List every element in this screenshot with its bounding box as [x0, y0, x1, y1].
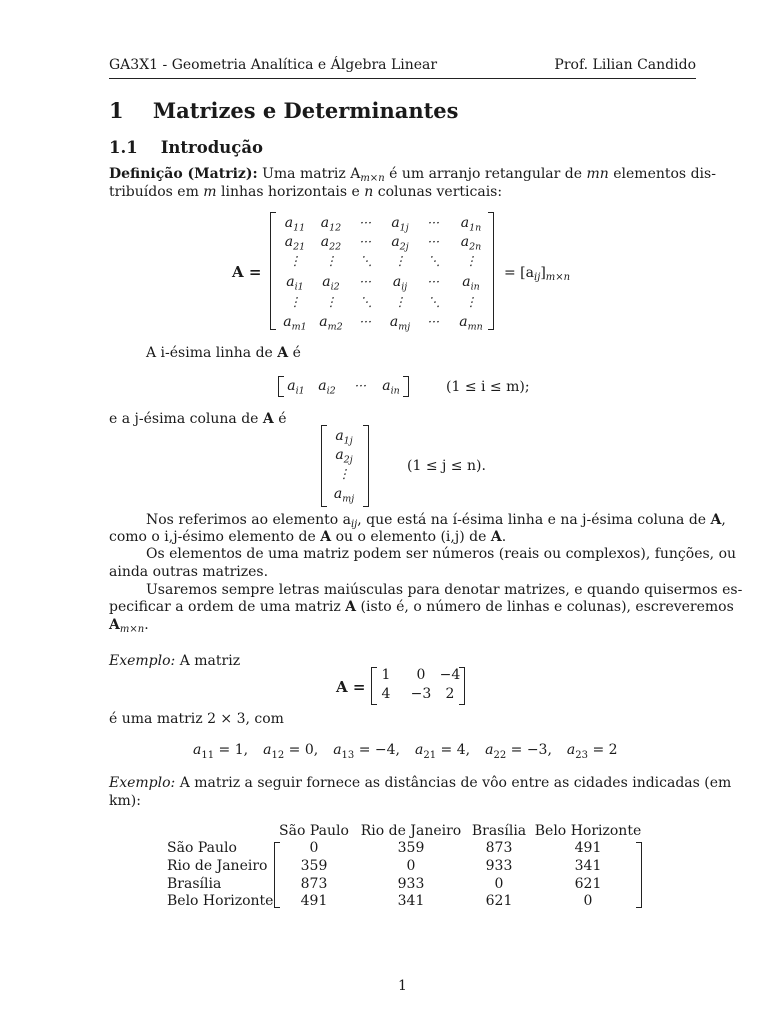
distance-column-header: Belo Horizonte	[534, 823, 642, 839]
rhs-sub: m×n	[545, 272, 571, 283]
example-1-entry: −3	[410, 686, 432, 702]
distance-value: 873	[300, 876, 328, 892]
running-header-course: GA3X1 - Geometria Analítica e Álgebra Linear	[109, 57, 438, 73]
rhs-ij: ij	[534, 272, 541, 283]
matrix-entry: ⋱	[359, 294, 373, 309]
matrix-entry: ···	[428, 274, 440, 289]
paragraph-1-line-2	[109, 529, 506, 545]
definition-line-1	[109, 166, 716, 184]
section-heading	[109, 98, 458, 123]
general-matrix-rhs	[504, 265, 570, 283]
matrix-entry: ···	[360, 274, 372, 289]
matrix-entry: ⋮	[393, 294, 407, 309]
distance-value: 359	[397, 840, 425, 856]
p1-A2: A	[320, 529, 332, 545]
element-value: $a_{12} = 0$,	[263, 742, 319, 761]
definition-label: Definição (Matriz):	[109, 166, 258, 182]
distance-value: 341	[397, 893, 425, 909]
p3-end: .	[144, 617, 149, 633]
section-number: 1	[109, 98, 124, 123]
subsection-heading	[109, 138, 263, 157]
definition-n: n	[364, 184, 374, 200]
paragraph-2-line-2: ainda outras matrizes.	[109, 564, 269, 580]
row-vector-right-bracket	[403, 376, 409, 397]
example-1-entry: −4	[439, 667, 461, 683]
element-value: $a_{11} = 1$,	[193, 742, 249, 761]
distance-value: 933	[485, 858, 513, 874]
paragraph-2-line-1: Os elementos de uma matriz podem ser números (reais ou complexos), funções, ou	[146, 546, 737, 562]
col-text-bold: A	[262, 411, 274, 427]
p1-a: Nos referimos ao elemento a	[146, 512, 351, 528]
paragraph-3-line-3	[109, 617, 149, 635]
p1-dot: .	[501, 529, 507, 545]
definition-text-c: elementos dis-	[613, 166, 716, 182]
element-value: $a_{23} = 2$	[566, 742, 618, 761]
general-matrix-right-bracket	[488, 212, 494, 330]
p1-b: , que está na í-ésima linha e na j-ésima coluna de	[357, 512, 707, 528]
p3-sub: m×n	[119, 624, 145, 635]
matrix-entry: ⋮	[324, 294, 338, 309]
definition-text-f: colunas verticais:	[377, 184, 503, 200]
matrix-entry: ⋮	[393, 253, 407, 268]
distance-value: 359	[300, 858, 328, 874]
matrix-entry: ⋱	[427, 253, 441, 268]
matrix-entry: ⋮	[324, 253, 338, 268]
row-vector-left-bracket	[278, 376, 284, 397]
example-1-after: é uma matriz 2 × 3, com	[109, 711, 284, 727]
row-text-end: é	[292, 345, 301, 361]
col-vector-entry: $a_{2j}$	[335, 447, 353, 466]
p1-A3: A	[490, 529, 502, 545]
p3-A: A	[345, 599, 357, 615]
subsection-title: Introdução	[160, 138, 264, 157]
matrix-entry: ···	[360, 215, 372, 230]
example-1-entry: 2	[445, 686, 455, 702]
matrix-entry: $a_{m1}$	[283, 314, 307, 333]
p3-b: (isto é, o número de linhas e colunas), escreveremos	[360, 599, 734, 615]
matrix-entry: $a_{1n}$	[460, 215, 482, 234]
matrix-entry: ⋱	[359, 253, 373, 268]
distance-value: 0	[583, 893, 593, 909]
col-text-end: é	[278, 411, 287, 427]
distance-value: 341	[574, 858, 602, 874]
distance-column-header: Brasília	[471, 823, 527, 839]
col-vector-entry: $a_{1j}$	[335, 428, 353, 447]
distance-row-city: Brasília	[167, 876, 222, 892]
example-1-intro	[109, 653, 240, 669]
example-2-intro	[109, 775, 731, 791]
rhs-b: ]	[540, 265, 546, 281]
matrix-entry: $a_{1j}$	[391, 215, 409, 234]
row-vector-entry: $a_{in}$	[382, 378, 400, 397]
definition-line-2	[109, 184, 502, 200]
matrix-entry: ⋮	[464, 294, 478, 309]
distance-value: 873	[485, 840, 513, 856]
paragraph-1-line-1	[146, 512, 726, 530]
matrix-entry: $a_{21}$	[284, 234, 306, 253]
distance-row-city: Rio de Janeiro	[167, 858, 268, 874]
matrix-entry: $a_{12}$	[320, 215, 342, 234]
matrix-entry: ···	[360, 234, 372, 249]
matrix-entry: $a_{mn}$	[459, 314, 483, 333]
row-vector-entry: ···	[355, 378, 367, 393]
matrix-entry: $a_{ij}$	[392, 274, 408, 293]
definition-mn: mn	[586, 166, 609, 182]
col-text	[109, 411, 287, 427]
row-text-bold: A	[277, 345, 289, 361]
element-value: $a_{22} = -3$,	[485, 742, 552, 761]
definition-text: Uma matriz A	[262, 166, 361, 182]
matrix-entry: $a_{2j}$	[391, 234, 409, 253]
distance-row-city: Belo Horizonte	[167, 893, 274, 909]
p1-A1: A	[710, 512, 722, 528]
p1-ij: ij	[350, 519, 358, 530]
col-text-intro: e a j-ésima coluna de	[109, 411, 259, 427]
row-vector-entry: $a_{i2}$	[318, 378, 336, 397]
matrix-entry: ⋮	[464, 253, 478, 268]
matrix-entry: ···	[428, 234, 440, 249]
general-matrix-left-bracket	[270, 212, 276, 330]
matrix-entry: ⋮	[288, 294, 302, 309]
col-vector-entry: $a_{mj}$	[333, 486, 355, 505]
subsection-number: 1.1	[109, 138, 138, 157]
distance-value: 0	[309, 840, 319, 856]
distance-value: 491	[574, 840, 602, 856]
definition-text-d: tribuídos em	[109, 184, 199, 200]
example-1-elements	[193, 742, 618, 761]
distance-matrix-right-bracket	[636, 842, 642, 908]
distance-value: 621	[574, 876, 602, 892]
matrix-entry: ⋱	[427, 294, 441, 309]
row-text	[146, 345, 301, 361]
matrix-entry: $a_{11}$	[284, 215, 306, 234]
distance-column-header: Rio de Janeiro	[360, 823, 462, 839]
section-title: Matrizes e Determinantes	[152, 98, 459, 123]
rhs-a: = [a	[504, 265, 534, 281]
matrix-entry: $a_{in}$	[462, 274, 480, 293]
matrix-entry: $a_{i2}$	[322, 274, 340, 293]
row-text-intro: A i-ésima linha de	[146, 345, 273, 361]
distance-value: 621	[485, 893, 513, 909]
matrix-entry: ⋮	[288, 253, 302, 268]
distance-row-city: São Paulo	[167, 840, 237, 856]
distance-value: 491	[300, 893, 328, 909]
example-1-entry: 0	[416, 667, 426, 683]
matrix-entry: $a_{22}$	[320, 234, 342, 253]
matrix-entry: $a_{i1}$	[286, 274, 304, 293]
row-condition: (1 ≤ i ≤ m);	[446, 379, 530, 395]
col-vector-entry: ⋮	[337, 466, 351, 481]
page-number: 1	[398, 978, 407, 994]
example-1-entry: 1	[381, 667, 391, 683]
example-1-text: A matriz	[179, 653, 241, 669]
col-condition: (1 ≤ j ≤ n).	[407, 458, 486, 474]
general-matrix-lhs: A =	[232, 263, 262, 281]
example-1-left-bracket	[371, 667, 377, 705]
distance-value: 0	[406, 858, 416, 874]
p1-comma: ,	[721, 512, 726, 528]
p1-c: como o i,j-ésimo elemento de	[109, 529, 316, 545]
matrix-entry: $a_{m2}$	[319, 314, 343, 333]
example-1-entry: 4	[381, 686, 391, 702]
p3-a: pecificar a ordem de uma matriz	[109, 599, 341, 615]
running-header-professor: Prof. Lilian Candido	[554, 57, 696, 73]
element-value: $a_{21} = 4$,	[415, 742, 471, 761]
distance-value: 0	[494, 876, 504, 892]
col-vector-left-bracket	[321, 425, 327, 507]
distance-matrix-left-bracket	[274, 842, 280, 908]
row-vector-entry: $a_{i1}$	[287, 378, 305, 397]
col-vector-right-bracket	[363, 425, 369, 507]
header-rule	[109, 78, 696, 79]
p1-d: ou o elemento (i,j) de	[335, 529, 487, 545]
definition-text-b: é um arranjo retangular de	[389, 166, 583, 182]
example-2-text: A matriz a seguir fornece as distâncias de vôo entre as cidades indicadas (em	[179, 775, 732, 791]
distance-value: 933	[397, 876, 425, 892]
example-1-label: Exemplo:	[109, 653, 176, 669]
paragraph-3-line-1: Usaremos sempre letras maiúsculas para denotar matrizes, e quando quisermos es-	[146, 582, 743, 598]
element-value: $a_{13} = -4$,	[333, 742, 400, 761]
matrix-entry: ···	[428, 215, 440, 230]
paragraph-3-line-2	[109, 599, 734, 615]
matrix-entry: ···	[360, 314, 372, 329]
definition-m: m	[203, 184, 217, 200]
matrix-entry: ···	[428, 314, 440, 329]
matrix-entry: $a_{mj}$	[389, 314, 411, 333]
p3-A2: A	[109, 617, 120, 633]
example-2-text-2: km):	[109, 793, 141, 809]
definition-sub: m×n	[360, 173, 385, 184]
example-1-lhs: A =	[336, 678, 366, 696]
matrix-entry: $a_{2n}$	[460, 234, 482, 253]
definition-text-e: linhas horizontais e	[221, 184, 360, 200]
example-2-label: Exemplo:	[109, 775, 176, 791]
distance-column-header: São Paulo	[279, 823, 349, 839]
